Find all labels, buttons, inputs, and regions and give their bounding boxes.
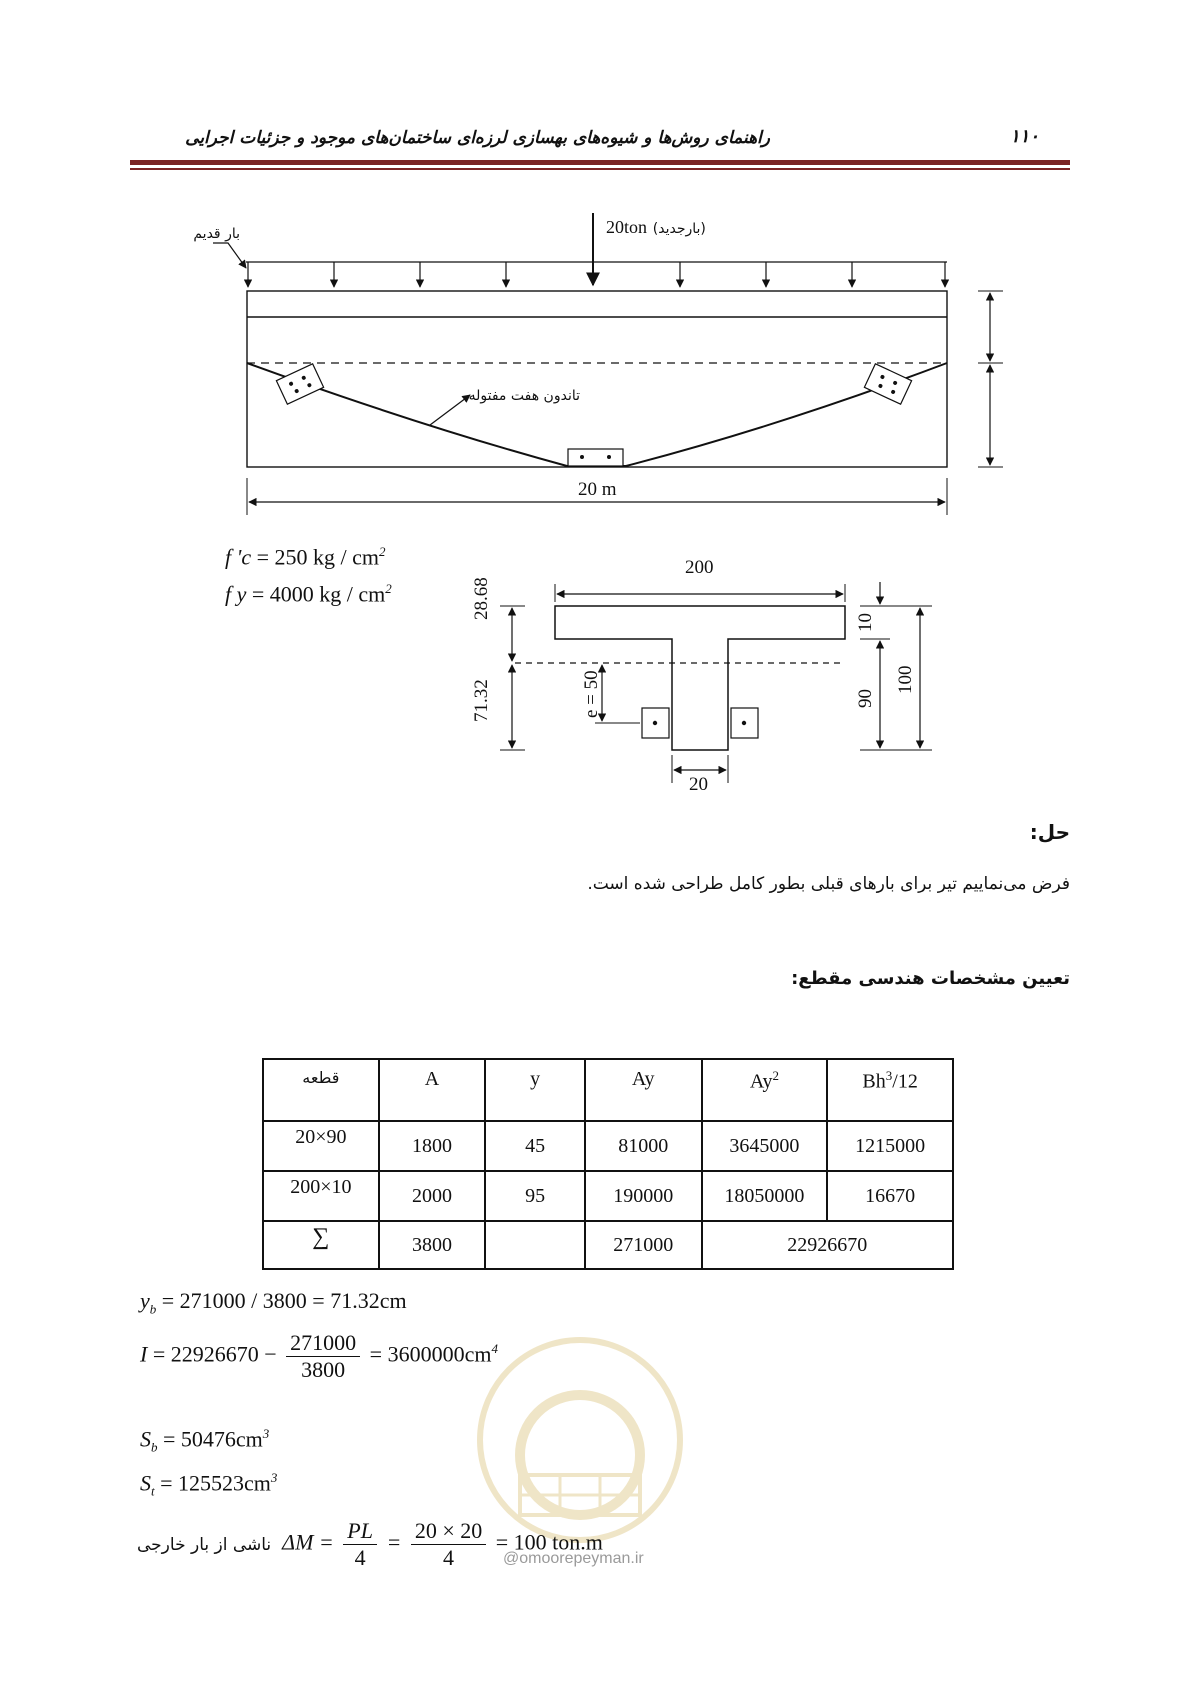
page-number: ۱۱۰ xyxy=(1010,126,1040,147)
solution-assumption: فرض می‌نماییم تیر برای بارهای قبلی بطور کامل طراحی شده است. xyxy=(587,874,1070,894)
col-ay2: Ay$^2$ xyxy=(702,1059,828,1121)
dim-web-height: 90 xyxy=(855,689,876,708)
dim-flange-thickness: 10 xyxy=(855,613,876,632)
eq-delta-m: ناشی از بار خارجی ΔM = $\frac{PL}{4}$ = $\frac{20 \times 20}{4}$ = 100 ton.m xyxy=(137,1518,603,1570)
anchor-right xyxy=(864,364,911,404)
span-label: 20 m xyxy=(578,479,617,500)
new-load-text: (بارجدید) xyxy=(652,221,706,237)
table-sum-row: ∑ 3800 271000 22926670 xyxy=(263,1221,953,1269)
new-load-value: 20ton xyxy=(606,217,648,237)
dim-flange-width: 200 xyxy=(685,557,714,578)
section-properties-table xyxy=(262,1058,954,1270)
eq-yb: $y_b = 271000 / 3800 = 71.32cm$ xyxy=(140,1288,407,1317)
col-ay: Ay xyxy=(585,1059,702,1121)
table-header-row xyxy=(263,1059,953,1121)
dim-web-width: 20 xyxy=(689,774,708,795)
fc-equation: f 'c = 250 kg / $cm^2$ xyxy=(225,544,386,570)
col-y: y xyxy=(485,1059,585,1121)
dim-eccentricity: e = 50 xyxy=(581,670,602,718)
header-title: راهنمای روش‌ها و شیوه‌های بهسازی لرزه‌ای ساختمان‌های موجود و جزئیات اجرایی xyxy=(185,128,770,148)
distributed-load-arrows xyxy=(248,262,945,287)
new-load-label xyxy=(606,217,706,238)
tendon-label: تاندون هفت مفتوله xyxy=(468,388,580,404)
old-load-label: بار قدیم xyxy=(193,226,240,242)
watermark-logo xyxy=(475,1335,685,1545)
col-piece: قطعه xyxy=(263,1059,379,1121)
section-properties-heading: تعیین مشخصات هندسی مقطع: xyxy=(791,968,1070,989)
anchor-mid xyxy=(568,449,623,466)
watermark-site: @omoorepeyman.ir xyxy=(503,1550,644,1567)
solution-heading: حل: xyxy=(1029,820,1070,844)
fy-equation: f y = 4000 kg / $cm^2$ xyxy=(225,581,392,607)
dim-bottom-distance: 71.32 xyxy=(471,679,492,722)
col-inertia: Bh$^3$/12 xyxy=(827,1059,953,1121)
anchor-left xyxy=(276,364,323,404)
dim-total-height: 100 xyxy=(895,665,916,694)
col-area: A xyxy=(379,1059,486,1121)
table-row: 200×10 2000 95 190000 18050000 16670 xyxy=(263,1171,953,1221)
dim-top-distance: 28.68 xyxy=(471,577,492,620)
beam-elevation-figure xyxy=(0,0,1191,540)
table-row: 20×90 1800 45 81000 3645000 1215000 xyxy=(263,1121,953,1171)
eq-st: $S_t = 125523cm^3$ xyxy=(140,1470,278,1499)
tendon-leader xyxy=(430,395,470,425)
eq-inertia: I = 22926670 − $\frac{271000}{3800}$ = $3600000cm^4$ xyxy=(140,1330,498,1382)
eq-sb: $S_b = 50476cm^3$ xyxy=(140,1426,270,1455)
old-load-leader xyxy=(213,243,246,268)
